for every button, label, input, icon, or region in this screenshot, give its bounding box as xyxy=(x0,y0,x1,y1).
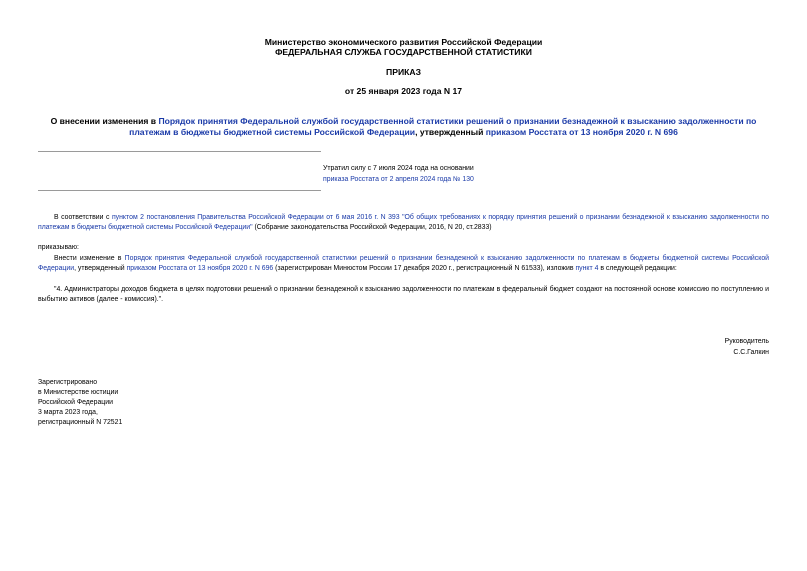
p1-link-decree-393[interactable]: пунктом 2 постановления Правительства Российской Федерации от 6 мая 2016 г. N 393 "Об общих требованиях к порядку принятия решений о признании безнадежной к взысканию задолженности по платежам в бюджеты бюджетной системы Российской Федерации" xyxy=(38,214,769,231)
registration-line-5: регистрационный N 72521 xyxy=(38,419,123,426)
p2-link-procedure[interactable]: Порядок принятия Федеральной службой государственной статистики решений о признании безнадежной к взысканию задолженности по платежам в бюджеты бюджетной системы Российской Федерации xyxy=(38,255,770,272)
service-name: ФЕДЕРАЛЬНАЯ СЛУЖБА ГОСУДАРСТВЕННОЙ СТАТИСТИКИ xyxy=(275,47,532,57)
registration-line-1: Зарегистрировано xyxy=(38,379,98,386)
title-text-2: , утвержденный xyxy=(415,127,486,137)
registration-line-3: Российской Федерации xyxy=(38,399,113,406)
p2-text-2: , утвержденный xyxy=(74,265,127,272)
p1-text-1: В соответствии с xyxy=(54,214,112,221)
paragraph-basis xyxy=(38,213,769,233)
divider-bottom xyxy=(38,190,321,191)
p2-text-3: (зарегистрирован Минюстом России 17 декабря 2020 г., регистрационный N 61533), изложив xyxy=(273,265,576,272)
registration-line-2: в Министерстве юстиции xyxy=(38,389,119,396)
document-title xyxy=(38,116,769,138)
title-link-procedure[interactable]: Порядок принятия Федеральной службой государственной статистики решений о признании безнадежной к взысканию задолженности по платежам в бюджеты бюджетной системы Российской Федерации xyxy=(129,116,757,137)
registration-line-4: 3 марта 2023 года, xyxy=(38,409,98,416)
signature-position: Руководитель xyxy=(724,338,769,345)
divider-top xyxy=(38,151,321,152)
title-link-order-696[interactable]: приказом Росстата от 13 ноября 2020 г. N 696 xyxy=(485,127,678,137)
order-word: приказываю: xyxy=(38,244,79,251)
p2-text-1: Внести изменение в xyxy=(54,255,125,262)
paragraph-amendment xyxy=(38,254,769,274)
p2-link-point-4[interactable]: пункт 4 xyxy=(575,265,599,272)
p1-text-2: (Собрание законодательства Российской Федерации, 2016, N 20, ст.2833) xyxy=(252,224,492,231)
document-type: ПРИКАЗ xyxy=(386,67,421,77)
signature-name: С.С.Галкин xyxy=(733,349,769,356)
title-text-1: О внесении изменения в xyxy=(50,116,159,126)
document-date: от 25 января 2023 года N 17 xyxy=(344,86,463,96)
p2-text-4: в следующей редакции: xyxy=(598,265,677,272)
ministry-name: Министерство экономического развития Российской Федерации xyxy=(264,37,543,47)
paragraph-quote: "4. Администраторы доходов бюджета в целях подготовки решений о признании безнадежной к взысканию задолженности по платежам в федеральный бюджет создают на постоянной основе комиссию по поступлению и выбытию активов (далее - комиссия).". xyxy=(38,286,769,303)
status-note-text: Утратил силу с 7 июля 2024 года на основании xyxy=(323,165,474,172)
status-note-link[interactable]: приказа Росстата от 2 апреля 2024 года № 130 xyxy=(323,176,474,183)
p2-link-order-696[interactable]: приказом Росстата от 13 ноября 2020 г. N 696 xyxy=(126,265,274,272)
